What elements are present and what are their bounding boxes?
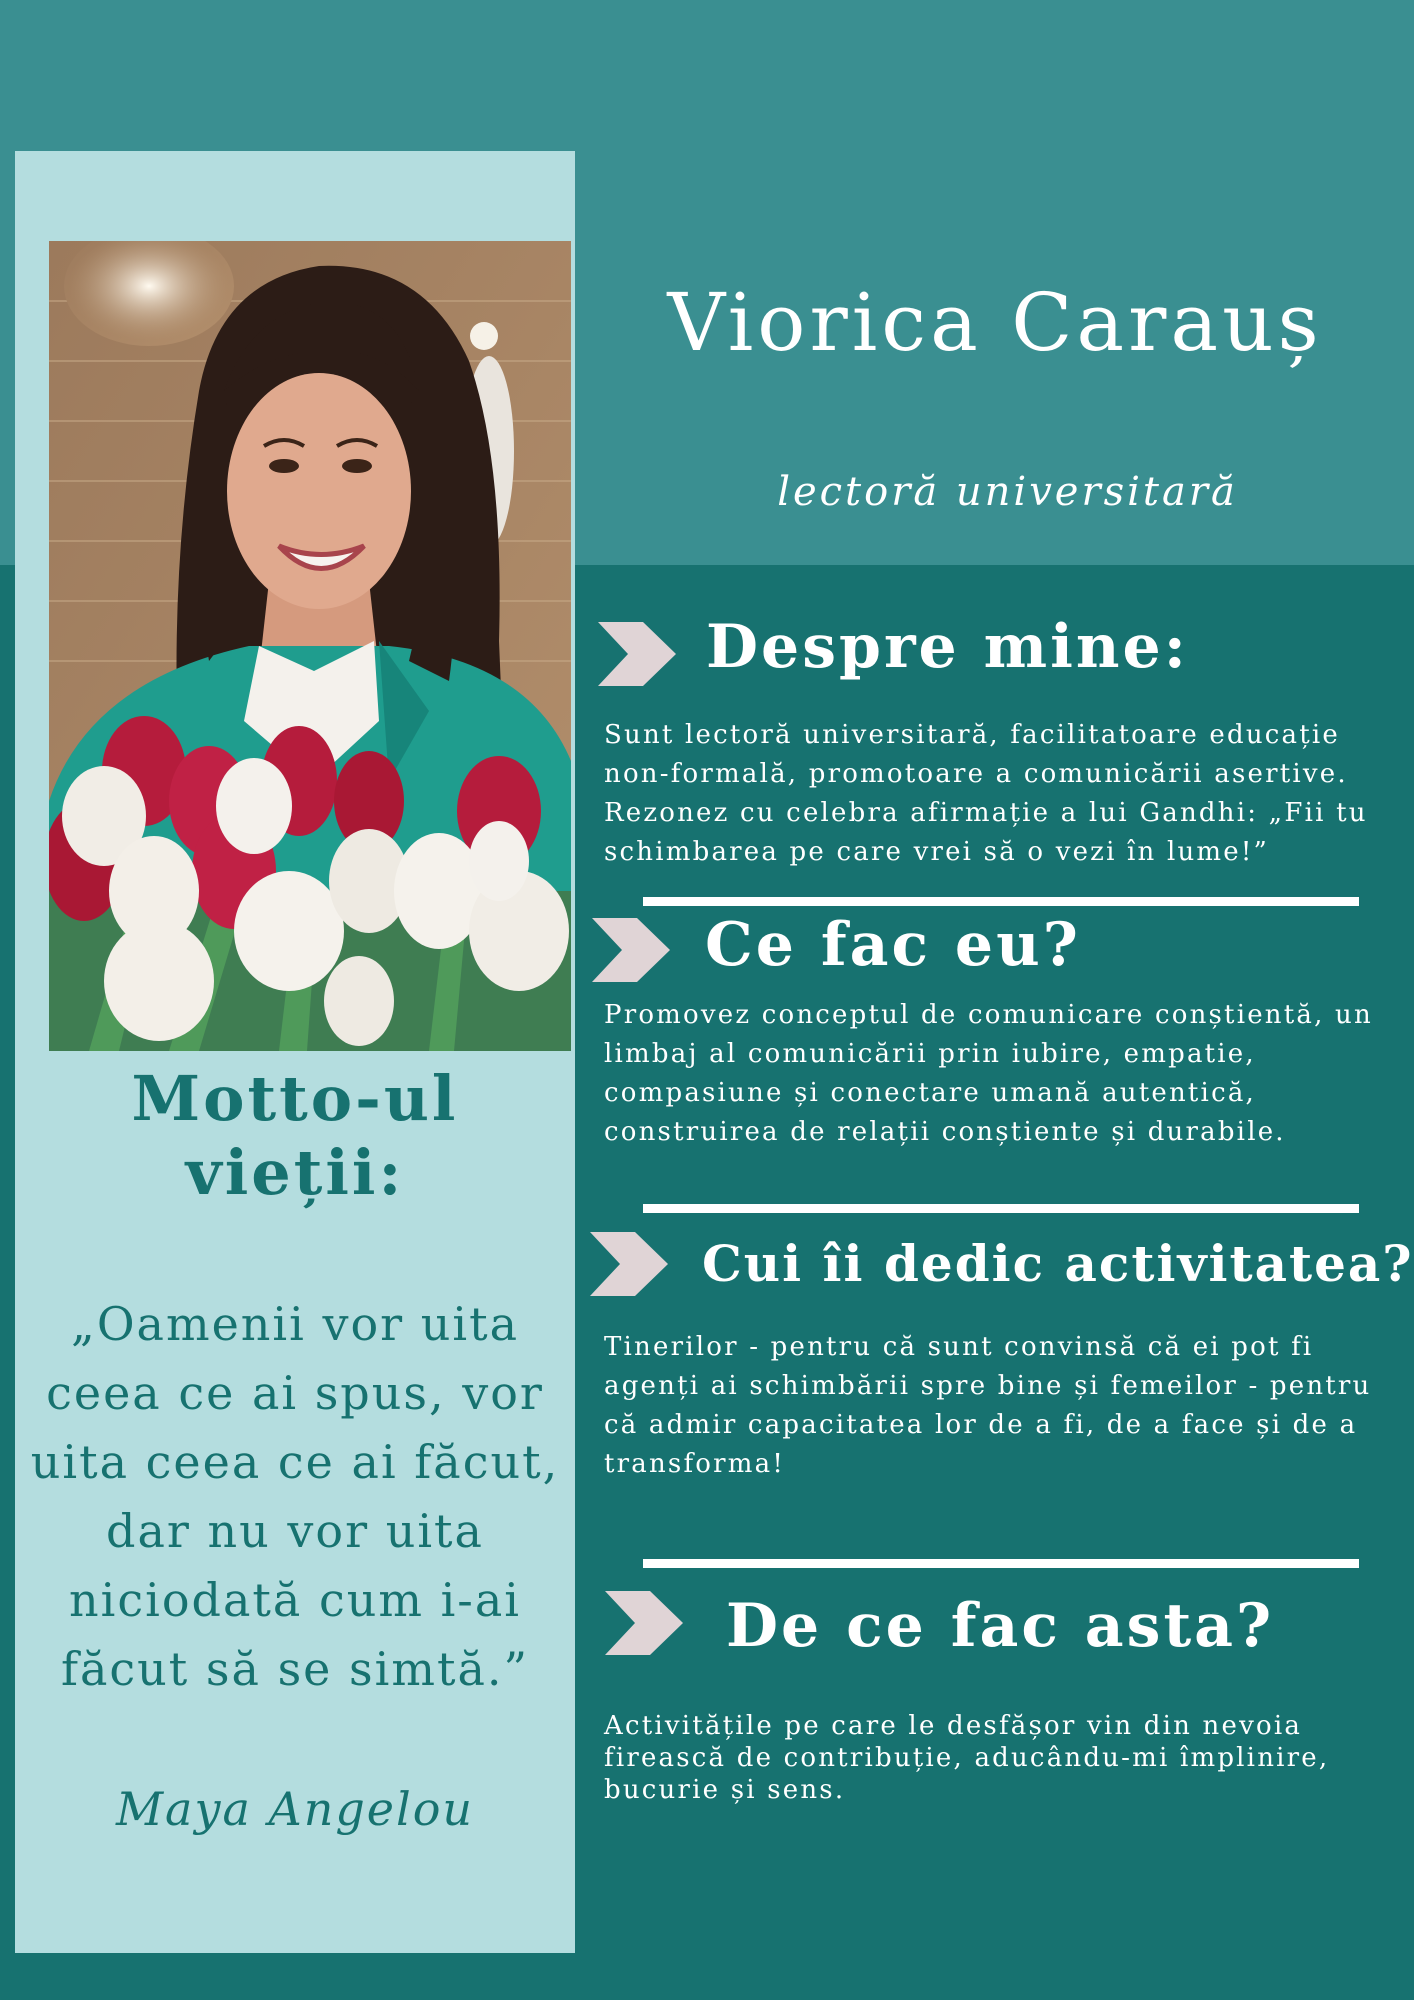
section-title-cui-dedic: Cui îi dedic activitatea? [702,1234,1414,1293]
section-text-despre-mine: Sunt lectoră universitară, facilitatoare educație non-formală, promotoare a comunicării asertive. Rezonez cu celebra afirmație a lui Gandhi: „Fii tu schimbarea pe care vrei să o vezi în lume!” [604,720,1368,867]
chevron-right-icon [590,1232,670,1296]
divider [643,1559,1359,1568]
section-text-cui-dedic: Tinerilor - pentru că sunt convinsă că ei pot fi agenți ai schimbării spre bine și femeilor - pentru că admir capacitatea lor de a fi, de a face și de a transforma! [604,1332,1372,1479]
section-text-ce-fac-eu: Promovez conceptul de comunicare conștientă, un limbaj al comunicării prin iubire, empatie, compasiune și conectare umană autentică, construirea de relații conștiente și durabile. [604,1000,1373,1147]
chevron-right-icon [605,1591,685,1655]
section-title-ce-fac-eu: Ce fac eu? [705,910,1081,980]
chevron-right-icon [598,622,678,686]
profile-name: Viorica Carauș [667,276,1323,369]
motto-quote: „Oamenii vor uita ceea ce ai spus, vor uita ceea ce ai făcut, dar nu vor uita niciodată cum i-ai făcut să se simtă.” [30,1297,560,1696]
chevron-right-icon [592,918,672,982]
divider [643,1204,1359,1213]
profile-role: lectoră universitară [777,469,1238,515]
section-text-de-ce: Activitățile pe care le desfășor vin din nevoia firească de contribuție, aducându-mi împlinire, bucurie și sens. [604,1711,1330,1805]
divider [643,897,1359,906]
motto-title: Motto-ul vieții: [131,1062,459,1209]
section-title-despre-mine: Despre mine: [706,612,1189,682]
motto-author: Maya Angelou [115,1782,475,1836]
profile-photo [49,241,571,1051]
section-title-de-ce: De ce fac asta? [726,1591,1275,1661]
